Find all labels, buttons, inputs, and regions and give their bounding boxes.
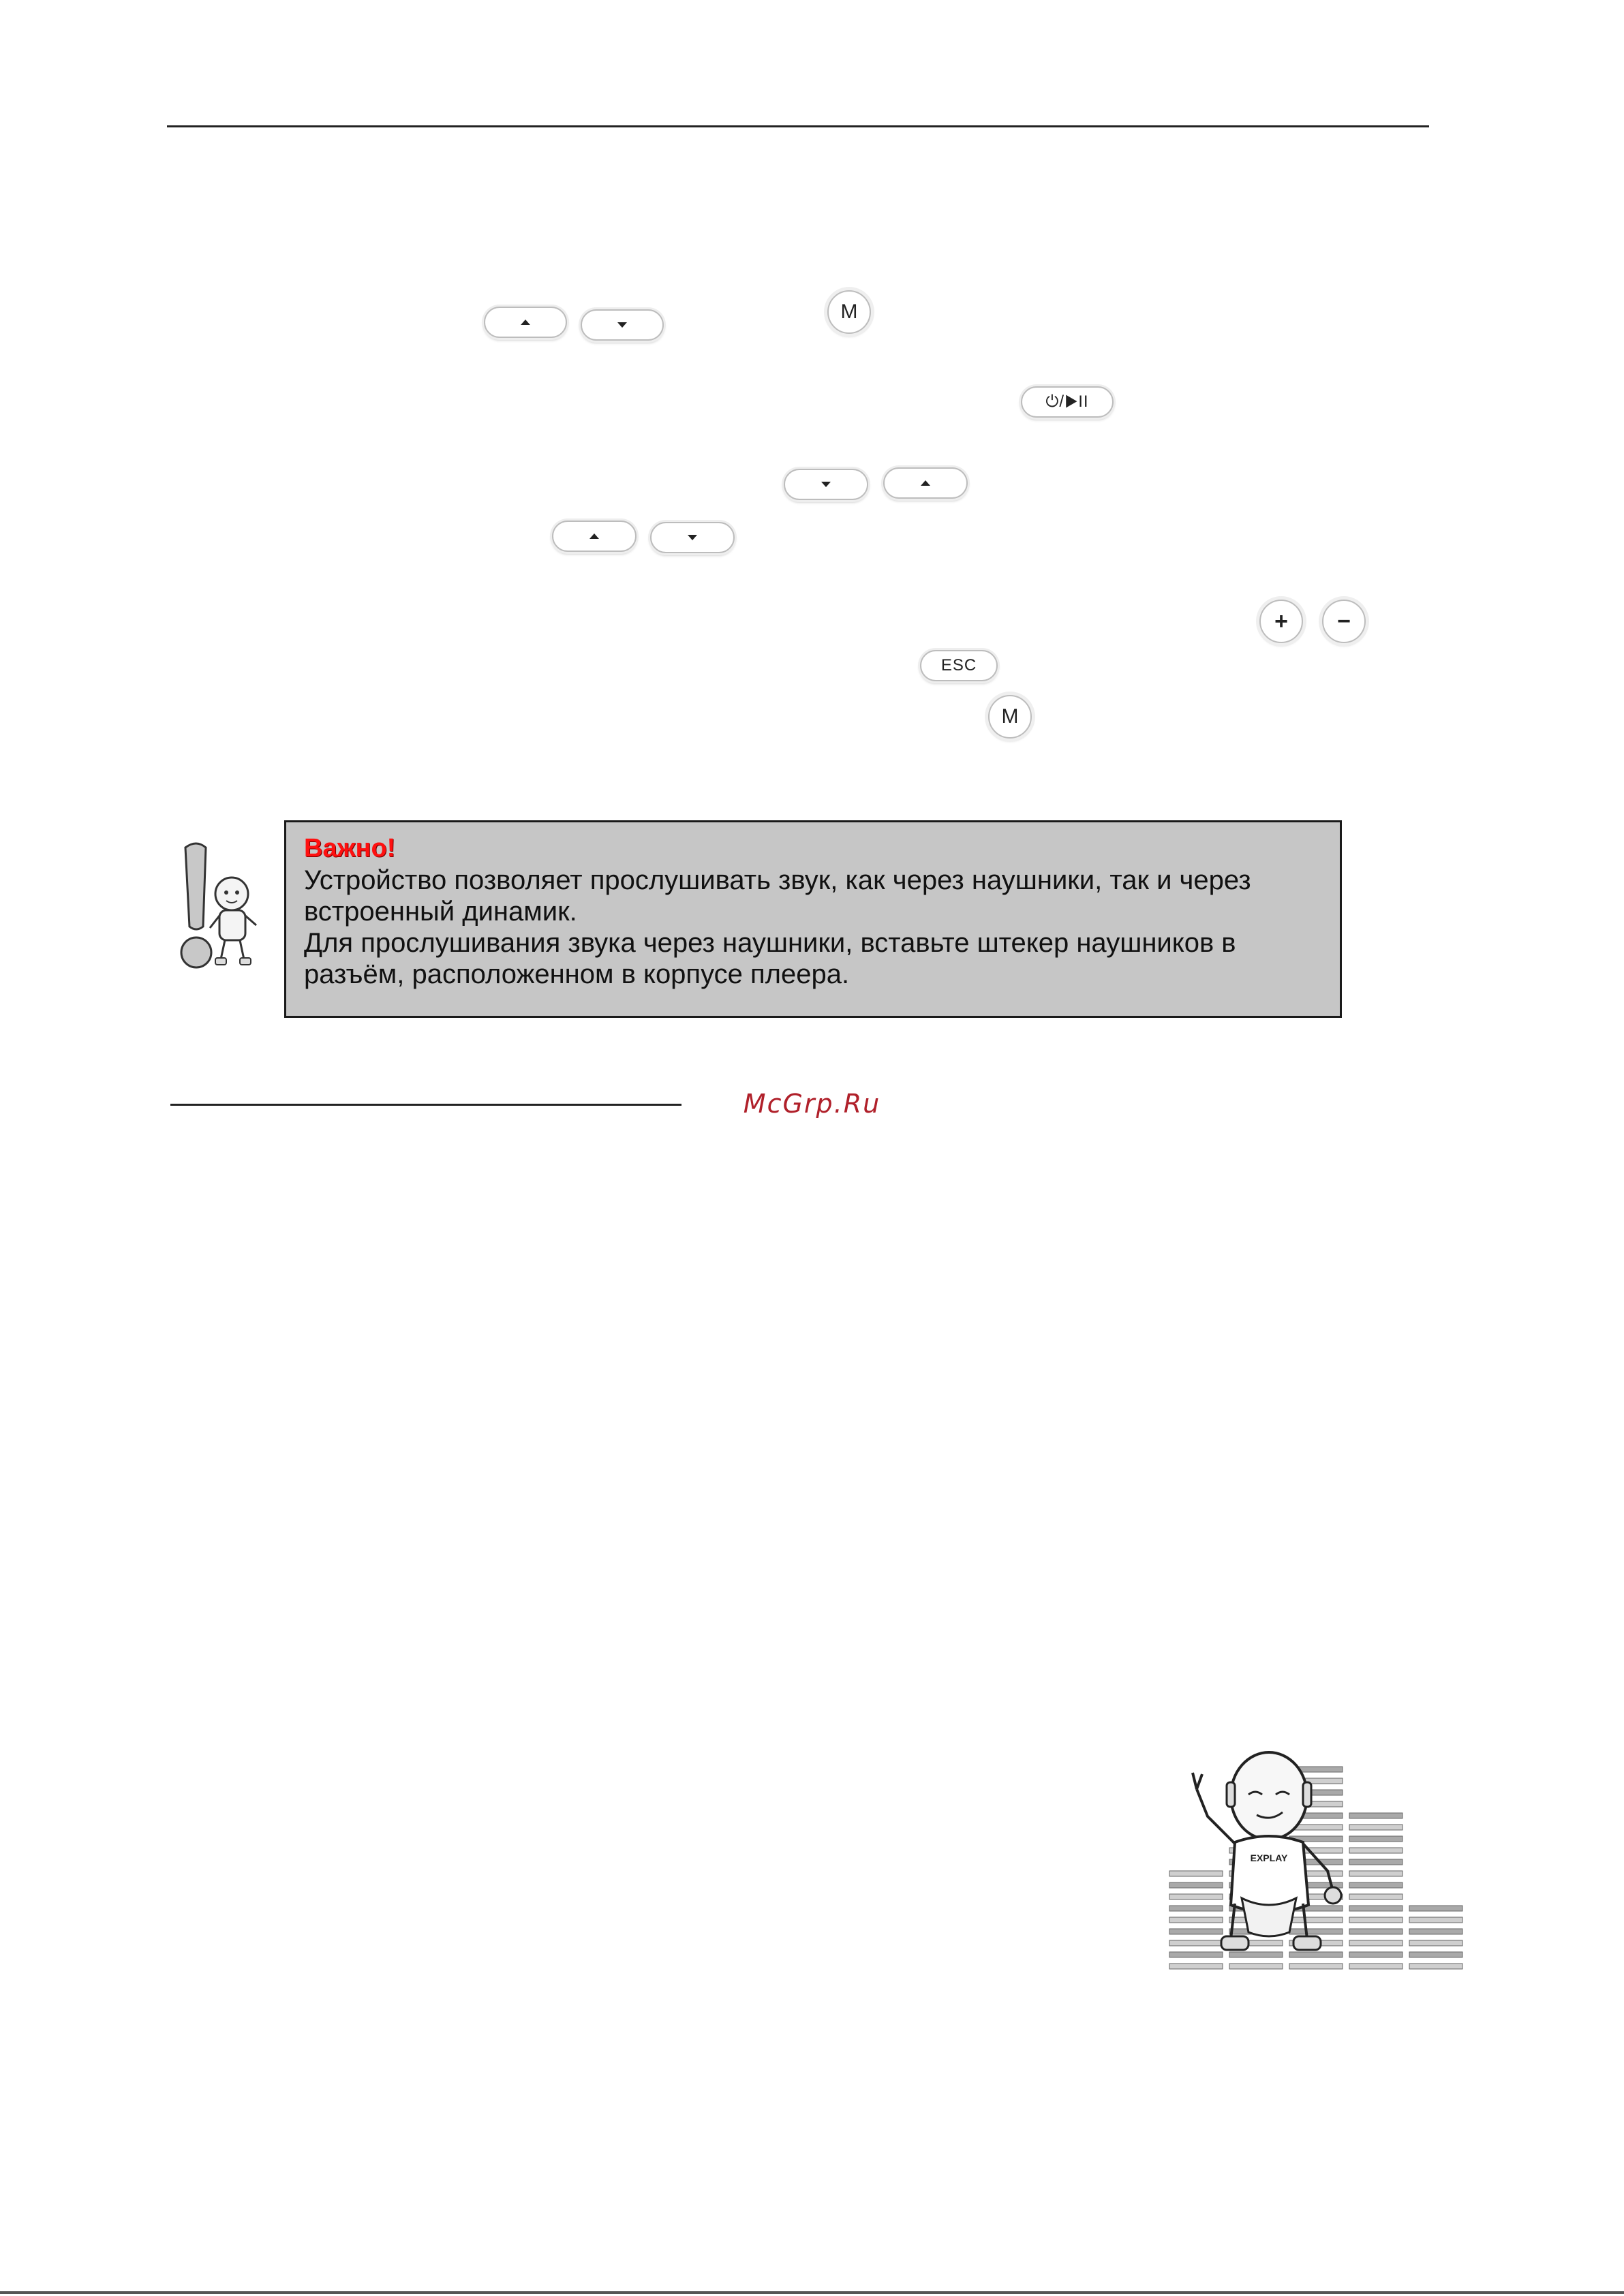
equalizer-bar: [1409, 1929, 1462, 1934]
power-play-label: ⏻/▶II: [1045, 392, 1089, 411]
exclamation-mascot-icon: [176, 839, 262, 973]
up-button[interactable]: [883, 467, 968, 499]
equalizer-bar: [1409, 1964, 1462, 1969]
equalizer-bar: [1169, 1952, 1223, 1957]
arrow-up-icon: [520, 319, 531, 326]
m-button[interactable]: [988, 695, 1032, 739]
equalizer-bar: [1349, 1929, 1403, 1934]
equalizer-bar: [1349, 1917, 1403, 1923]
note-line: Для прослушивания звука через наушники, вставьте штекер наушников в: [304, 927, 1236, 958]
equalizer-bar: [1349, 1813, 1403, 1818]
equalizer-bar: [1169, 1894, 1223, 1899]
equalizer-bar: [1169, 1906, 1223, 1911]
equalizer-bar: [1229, 1952, 1283, 1957]
footer-rule: [0, 2291, 1624, 2294]
equalizer-bar: [1409, 1952, 1462, 1957]
equalizer-bar: [1349, 1848, 1403, 1853]
equalizer-bar: [1349, 1894, 1403, 1899]
volume-minus-button[interactable]: [1322, 600, 1366, 643]
mascot-brand-label: EXPLAY: [1250, 1852, 1288, 1863]
equalizer-bar: [1409, 1917, 1462, 1923]
header-rule: [167, 125, 1429, 127]
down-button[interactable]: [784, 469, 868, 500]
equalizer-bar: [1349, 1859, 1403, 1865]
m-button[interactable]: [827, 290, 871, 334]
equalizer-bar: [1289, 1929, 1343, 1934]
important-note: [284, 820, 1342, 1018]
equalizer-bar: [1289, 1952, 1343, 1957]
equalizer-bar: [1229, 1964, 1283, 1969]
note-title: Важно!: [304, 834, 396, 863]
arrow-up-icon: [589, 533, 600, 540]
equalizer-bar: [1349, 1964, 1403, 1969]
arrow-up-icon: [920, 480, 931, 486]
esc-label: ESC: [940, 656, 977, 674]
equalizer-bar: [1169, 1940, 1223, 1946]
equalizer-bar: [1409, 1906, 1462, 1911]
arrow-down-icon: [687, 534, 698, 541]
note-line: встроенный динамик.: [304, 896, 577, 927]
equalizer-bar: [1349, 1882, 1403, 1888]
equalizer-bar: [1349, 1952, 1403, 1957]
up-button[interactable]: [552, 521, 637, 552]
m-button-label: M: [840, 300, 858, 323]
m-button-label: M: [1001, 705, 1019, 728]
equalizer-bar: [1289, 1917, 1343, 1923]
down-button[interactable]: [581, 309, 664, 341]
equalizer-bar: [1169, 1929, 1223, 1934]
equalizer-bar: [1349, 1871, 1403, 1876]
up-button[interactable]: [484, 307, 567, 338]
mascot-equalizer-illustration: [1167, 1741, 1471, 1970]
esc-button[interactable]: [920, 650, 998, 681]
watermark: McGrp.Ru: [743, 1089, 881, 1119]
equalizer-bar: [1349, 1906, 1403, 1911]
power-play-button[interactable]: [1021, 386, 1114, 418]
equalizer-bar: [1169, 1882, 1223, 1888]
down-button[interactable]: [650, 522, 735, 553]
arrow-down-icon: [617, 322, 628, 328]
plus-icon: +: [1274, 608, 1288, 634]
minus-icon: −: [1337, 608, 1351, 634]
equalizer-bar: [1289, 1964, 1343, 1969]
note-line: разъём, расположенном в корпусе плеера.: [304, 959, 850, 989]
note-line: Устройство позволяет прослушивать звук, как через наушники, так и через: [304, 865, 1251, 895]
equalizer-bar: [1349, 1825, 1403, 1830]
equalizer-bar: [1349, 1940, 1403, 1946]
arrow-down-icon: [821, 481, 831, 488]
equalizer-bar: [1169, 1917, 1223, 1923]
volume-plus-button[interactable]: [1259, 600, 1303, 643]
equalizer-bar: [1409, 1940, 1462, 1946]
equalizer-bar: [1169, 1964, 1223, 1969]
equalizer-bar: [1349, 1836, 1403, 1842]
equalizer-bar: [1169, 1871, 1223, 1876]
